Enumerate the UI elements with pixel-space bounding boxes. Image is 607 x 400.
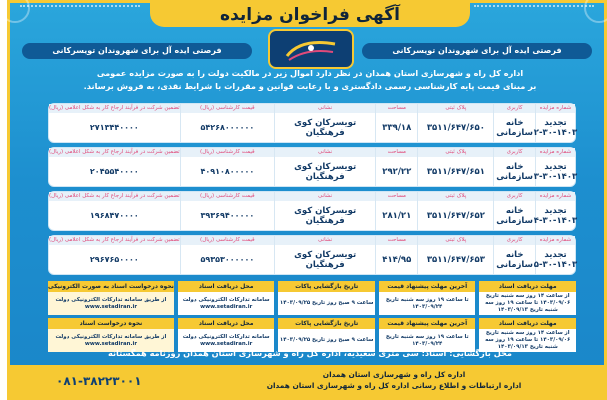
header-usage: کاربری <box>494 148 535 157</box>
opening-place: محل بازگشایی: اسناد: سی متری سعیدیه، اداره کل راه و شهرسازی استان همدان روزنامه همگستانه <box>108 348 512 358</box>
value-deposit: ۲۹۶۷۶۵۰۰۰۰ <box>89 254 139 264</box>
corner-decoration <box>0 0 30 23</box>
value-plate: ۳۵۱۱/۶۴۷/۶۵۲ <box>426 210 485 221</box>
cell-usage <box>493 192 535 230</box>
value-base-price: ۵۹۳۵۳۰۰۰۰۰۰ <box>200 254 255 264</box>
auction-poster <box>7 0 607 400</box>
cell-usage <box>493 148 535 186</box>
cell-base-price <box>180 104 274 142</box>
header-plate: پلاک ثبتی <box>418 236 493 245</box>
value-area: ۴۱۴/۹۵ <box>382 254 412 265</box>
value-usage: خانه سازمانی <box>496 117 533 138</box>
value-base-price: ۳۹۳۶۹۴۰۰۰۰۰ <box>200 210 255 220</box>
cell-area <box>375 236 417 274</box>
schedule-header: محل دریافت اسناد <box>178 318 275 329</box>
header-plate: پلاک ثبتی <box>418 104 493 113</box>
schedule-cell <box>479 318 576 352</box>
schedule-header: تاریخ بازگشایی پاکات <box>278 281 375 292</box>
cell-address <box>274 104 375 142</box>
value-auction-number: تجدید ۱۴۰۳-۳۰-۳ <box>533 161 578 182</box>
schedule-value: تا ساعت ۱۹ روز سه شنبه تاریخ ۱۴۰۳/۰۹/۲۴ <box>379 329 476 352</box>
value-deposit: ۱۹۶۸۴۷۰۰۰۰ <box>89 210 139 220</box>
header-plate: پلاک ثبتی <box>418 192 493 201</box>
schedule-cell <box>178 318 275 352</box>
header-area: مساحت <box>376 192 417 201</box>
value-auction-number: تجدید ۱۴۰۳-۳۰-۵ <box>533 249 578 270</box>
cell-plate <box>417 148 493 186</box>
schedule-header: محل دریافت اسناد <box>178 281 275 292</box>
value-deposit: ۲۷۱۳۴۴۰۰۰۰ <box>89 122 139 132</box>
cell-address <box>274 148 375 186</box>
cell-usage <box>493 236 535 274</box>
auction-row <box>48 191 576 231</box>
ministry-top: اداره کل راه و شهرسازی استان همدان <box>322 370 466 379</box>
value-usage: خانه سازمانی <box>496 205 533 226</box>
schedule-header: نحوه درخواست اسناد <box>48 318 174 329</box>
header-auction-number: شماره مزایده <box>536 192 575 201</box>
schedule-header: مهلت دریافت اسناد <box>479 318 576 329</box>
schedule-header: آخرین مهلت پیشنهاد قیمت <box>379 318 476 329</box>
ministry-logo <box>268 29 354 69</box>
ornament-left <box>20 5 140 19</box>
header-usage: کاربری <box>494 192 535 201</box>
header-auction-number: شماره مزایده <box>536 104 575 113</box>
cell-deposit <box>49 192 180 230</box>
schedule-value: ساعت ۹ صبح روز تاریخ ۱۴۰۳/۰۹/۲۵ <box>278 329 375 352</box>
slogan-right: فرصتی ایده آل برای شهروندان تویسرکانی <box>362 43 592 59</box>
schedule-value: از ساعت ۱۴ روز سه شنبه تاریخ ۱۴۰۳/۰۹/۰۶ تا ساعت ۱۹ روز سه شنبه تاریخ ۱۴۰۳/۰۹/۱۳ <box>479 329 576 352</box>
schedule-value: ساعت ۹ صبح روز تاریخ ۱۴۰۳/۰۹/۲۵ <box>278 292 375 315</box>
value-auction-number: تجدید ۱۴۰۳-۳۰-۲ <box>533 117 578 138</box>
schedule-cell <box>479 281 576 315</box>
value-plate: ۳۵۱۱/۶۴۷/۶۵۱ <box>426 166 485 177</box>
intro-line: بر مبنای قیمت پایه کارشناسی رسمی دادگستری و با رعایت قوانین و مقررات با شرایط نقدی، به فروش برساند. <box>83 81 537 91</box>
header-address: نشانی <box>275 148 375 157</box>
value-area: ۲۸۱/۲۱ <box>382 210 412 221</box>
header-area: مساحت <box>376 104 417 113</box>
value-usage: خانه سازمانی <box>496 161 533 182</box>
value-plate: ۳۵۱۱/۶۴۷/۶۵۳ <box>426 254 485 265</box>
intro-text <box>34 67 586 93</box>
header-plate: پلاک ثبتی <box>418 148 493 157</box>
header-usage: کاربری <box>494 104 535 113</box>
schedule-cell <box>278 281 375 315</box>
value-plate: ۳۵۱۱/۶۴۷/۶۵۰ <box>426 122 485 133</box>
value-address: تویسرکان کوی فرهنگیان <box>294 249 357 270</box>
value-address: تویسرکان کوی فرهنگیان <box>294 205 357 226</box>
header-deposit: تضمین شرکت در فرآیند ارجاع کار به شکل اعلامی (ریال) <box>49 149 180 155</box>
poster-title: آگهی فراخوان مزایده <box>150 3 470 27</box>
value-area: ۲۹۲/۲۲ <box>382 166 412 177</box>
ornament-right <box>474 5 594 19</box>
header-deposit: تضمین شرکت در فرآیند ارجاع کار به شکل اعلامی (ریال) <box>49 193 180 199</box>
contact-phone: ۰۸۱-۳۸۲۲۳۰۰۱ <box>56 374 142 388</box>
schedule-value: سامانه تدارکات الکترونیکی دولت www.setadiran.ir <box>178 329 275 352</box>
schedule-header: مهلت دریافت اسناد <box>479 281 576 292</box>
ministry-footer <box>224 369 564 391</box>
header-base-price: قیمت کارشناسی (ریال) <box>181 104 274 113</box>
schedule-value: تا ساعت ۱۹ روز سه شنبه تاریخ ۱۴۰۳/۰۹/۲۴ <box>379 292 476 315</box>
corner-decoration <box>584 0 607 23</box>
cell-auction-number <box>533 104 578 142</box>
schedule-value: از ساعت ۱۴ روز سه شنبه تاریخ ۱۴۰۳/۰۹/۰۶ تا ساعت ۱۹ روز سه شنبه تاریخ ۱۴۰۳/۰۹/۱۳ <box>479 292 576 315</box>
value-usage: خانه سازمانی <box>496 249 533 270</box>
schedule-header: آخرین مهلت پیشنهاد قیمت <box>379 281 476 292</box>
cell-area <box>375 192 417 230</box>
header-auction-number: شماره مزایده <box>536 148 575 157</box>
cell-address <box>274 192 375 230</box>
schedule-cell <box>48 318 174 352</box>
schedule-cell <box>278 318 375 352</box>
cell-base-price <box>180 148 274 186</box>
cell-plate <box>417 104 493 142</box>
schedule-cell <box>48 281 174 315</box>
schedule-cell <box>379 318 476 352</box>
schedule-value: از طریق سامانه تدارکات الکترونیکی دولت www.setadiran.ir <box>48 292 174 315</box>
cell-plate <box>417 192 493 230</box>
intro-line: اداره کل راه و شهرسازی استان همدان در نظر دارد اموال زیر در مالکیت دولت را به صورت مزایده عمومی <box>96 68 524 78</box>
header-deposit: تضمین شرکت در فرآیند ارجاع کار به شکل اعلامی (ریال) <box>49 237 180 243</box>
auction-row <box>48 235 576 275</box>
header-auction-number: شماره مزایده <box>536 236 575 245</box>
cell-deposit <box>49 104 180 142</box>
cell-auction-number <box>533 148 578 186</box>
header-base-price: قیمت کارشناسی (ریال) <box>181 236 274 245</box>
value-deposit: ۲۰۴۵۵۴۰۰۰۰ <box>89 166 139 176</box>
value-base-price: ۵۴۲۶۸۰۰۰۰۰۰ <box>200 122 255 132</box>
header-area: مساحت <box>376 236 417 245</box>
cell-plate <box>417 236 493 274</box>
schedule-value: از طریق سامانه تدارکات الکترونیکی دولت www.setadiran.ir <box>48 329 174 352</box>
value-auction-number: تجدید ۱۴۰۳-۳۰-۴ <box>533 205 578 226</box>
value-address: تویسرکان کوی فرهنگیان <box>294 161 357 182</box>
cell-area <box>375 148 417 186</box>
cell-base-price <box>180 192 274 230</box>
header-address: نشانی <box>275 104 375 113</box>
auction-row <box>48 147 576 187</box>
cell-address <box>274 236 375 274</box>
cell-deposit <box>49 236 180 274</box>
cell-auction-number <box>533 236 578 274</box>
schedule-header: تاریخ بازگشایی پاکات <box>278 318 375 329</box>
header-address: نشانی <box>275 192 375 201</box>
ministry-pr: اداره ارتباطات و اطلاع رسانی اداره کل راه و شهرسازی استان همدان <box>266 381 522 390</box>
value-base-price: ۴۰۹۱۰۸۰۰۰۰۰ <box>200 166 255 176</box>
cell-usage <box>493 104 535 142</box>
cell-area <box>375 104 417 142</box>
schedule-cell <box>178 281 275 315</box>
schedule-grid <box>48 281 576 350</box>
cell-deposit <box>49 148 180 186</box>
header-base-price: قیمت کارشناسی (ریال) <box>181 148 274 157</box>
auction-row <box>48 103 576 143</box>
schedule-header: نحوه درخواست اسناد به صورت الکترونیکی <box>48 283 174 290</box>
header-usage: کاربری <box>494 236 535 245</box>
header-base-price: قیمت کارشناسی (ریال) <box>181 192 274 201</box>
header-area: مساحت <box>376 148 417 157</box>
header-address: نشانی <box>275 236 375 245</box>
logo-icon <box>281 34 341 64</box>
header-deposit: تضمین شرکت در فرآیند ارجاع کار به شکل اعلامی (ریال) <box>49 105 180 111</box>
cell-auction-number <box>533 192 578 230</box>
cell-base-price <box>180 236 274 274</box>
schedule-value: سامانه تدارکات الکترونیکی دولت www.setadiran.ir <box>178 292 275 315</box>
schedule-cell <box>379 281 476 315</box>
value-address: تویسرکان کوی فرهنگیان <box>294 117 357 138</box>
slogan-left: فرصتی ایده آل برای شهروندان تویسرکانی <box>22 43 252 59</box>
value-area: ۳۳۹/۱۸ <box>382 122 412 133</box>
